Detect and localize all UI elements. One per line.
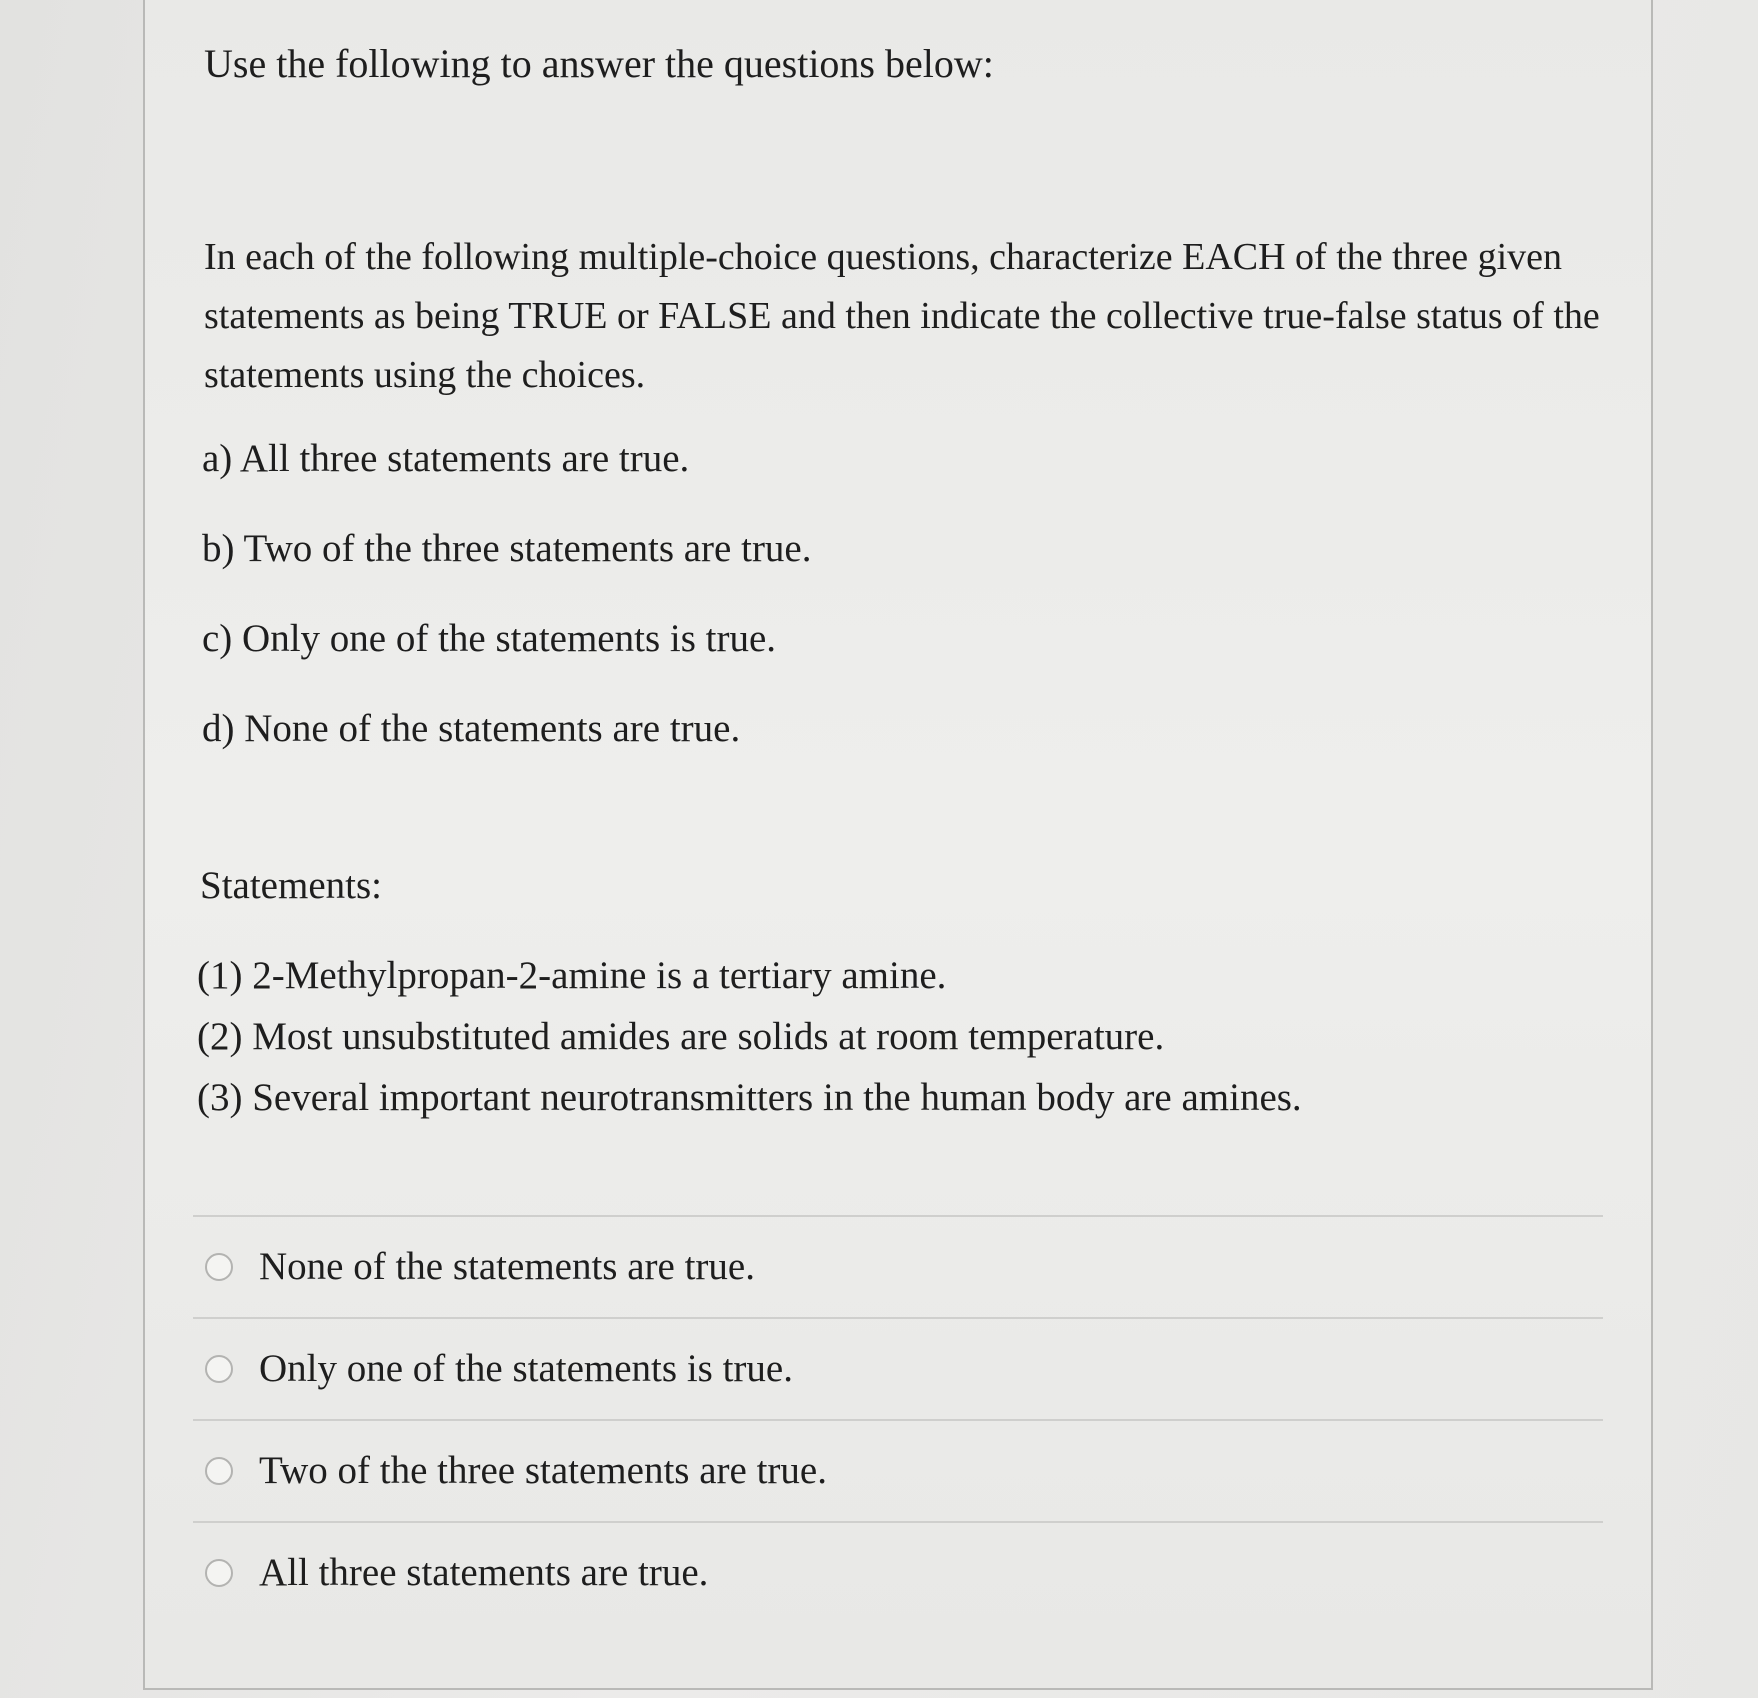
statement-2: (2) Most unsubstituted amides are solids at room temperature. (197, 1015, 1165, 1058)
answer-option-all[interactable] (193, 1523, 1603, 1623)
choice-key-d: d) None of the statements are true. (202, 707, 741, 750)
statement-3: (3) Several important neurotransmitters in the human body are amines. (197, 1076, 1302, 1119)
answer-option-two[interactable] (193, 1421, 1603, 1521)
answer-label: Two of the three statements are true. (259, 1449, 827, 1492)
radio-button[interactable] (205, 1355, 233, 1383)
answer-options (193, 1215, 1603, 1623)
answer-option-none[interactable] (193, 1217, 1603, 1317)
instructions-text: In each of the following multiple-choice questions, characterize EACH of the three given statements as being TRUE or FALSE and then indicate the collective true-false status of the statements using the choices. (204, 236, 1600, 396)
radio-button[interactable] (205, 1253, 233, 1281)
answer-option-one[interactable] (193, 1319, 1603, 1419)
radio-button[interactable] (205, 1457, 233, 1485)
choice-key-c: c) Only one of the statements is true. (202, 617, 777, 660)
statement-1: (1) 2-Methylpropan-2-amine is a tertiary amine. (197, 954, 947, 997)
answer-label: All three statements are true. (259, 1551, 709, 1594)
radio-button[interactable] (205, 1559, 233, 1587)
statement-list (197, 952, 1302, 1135)
choice-key-list (202, 435, 812, 795)
answer-label: Only one of the statements is true. (259, 1347, 793, 1390)
choice-key-b: b) Two of the three statements are true. (202, 527, 812, 570)
answer-label: None of the statements are true. (259, 1245, 755, 1288)
choice-key-a: a) All three statements are true. (202, 437, 690, 480)
statements-heading: Statements: (200, 864, 382, 907)
intro-text: Use the following to answer the questions below: (204, 41, 994, 86)
